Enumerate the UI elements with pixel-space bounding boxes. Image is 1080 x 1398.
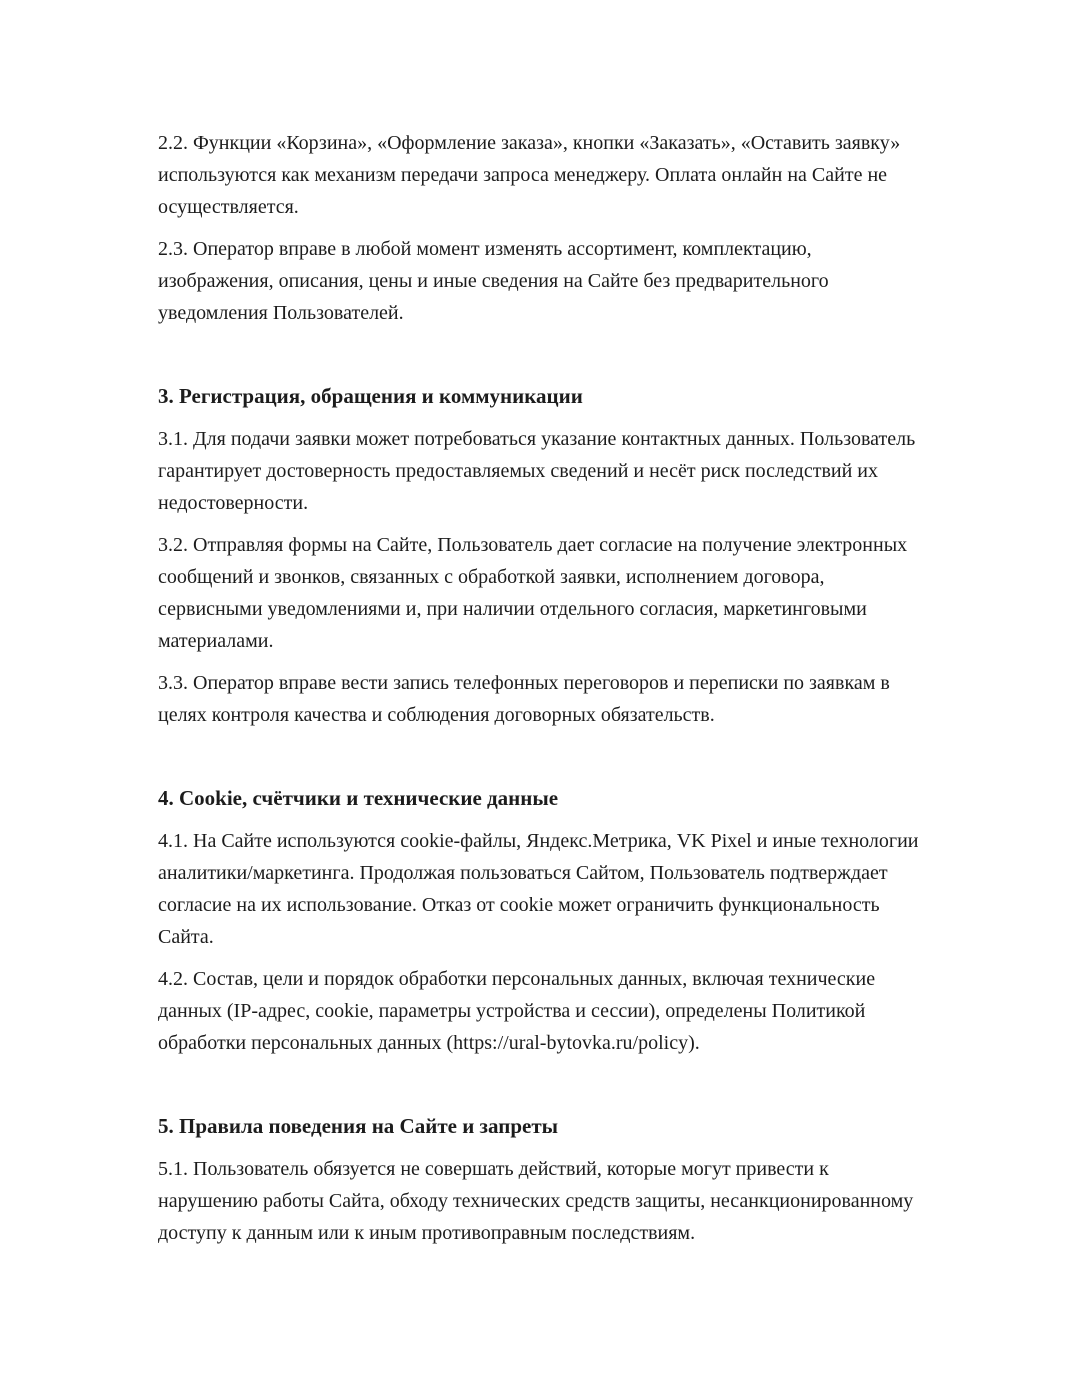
paragraph-3-1: 3.1. Для подачи заявки может потребоваться указание контактных данных. Пользователь гарантирует достоверность предоставляемых сведений и несёт риск последствий их недостоверности.	[158, 428, 916, 514]
paragraph-4-1: 4.1. На Сайте используются cookie-файлы, Яндекс.Метрика, VK Pixel и иные технологии аналитики/маркетинга. Продолжая пользоваться Сайтом, Пользователь подтверждает согласие на их использование. Отказ от cookie может ограничить функциональность Сайта.	[158, 830, 919, 948]
section-4-heading: 4. Cookie, счётчики и технические данные	[158, 786, 559, 810]
paragraph-4-2: 4.2. Состав, цели и порядок обработки персональных данных, включая технические данных (IP-адрес, cookie, параметры устройства и сессии), определены Политикой обработки персональных данных (https://ural-bytovka.ru/policy).	[158, 968, 876, 1054]
paragraph-5-1: 5.1. Пользователь обязуется не совершать действий, которые могут привести к нарушению работы Сайта, обходу технических средств защиты, несанкционированному доступу к данным или к иным противоправным последствиям.	[158, 1158, 914, 1244]
paragraph-3-2: 3.2. Отправляя формы на Сайте, Пользователь дает согласие на получение электронных сообщений и звонков, связанных с обработкой заявки, исполнением договора, сервисными уведомлениями и, при наличии отдельного согласия, маркетинговыми материалами.	[158, 534, 908, 652]
section-3-heading: 3. Регистрация, обращения и коммуникации	[158, 384, 583, 408]
paragraph-2-3: 2.3. Оператор вправе в любой момент изменять ассортимент, комплектацию, изображения, описания, цены и иные сведения на Сайте без предварительного уведомления Пользователей.	[158, 238, 829, 324]
paragraph-2-2: 2.2. Функции «Корзина», «Оформление заказа», кнопки «Заказать», «Оставить заявку» используются как механизм передачи запроса менеджеру. Оплата онлайн на Сайте не осуществляется.	[158, 132, 901, 218]
paragraph-3-3: 3.3. Оператор вправе вести запись телефонных переговоров и переписки по заявкам в целях контроля качества и соблюдения договорных обязательств.	[158, 672, 890, 726]
section-5-heading: 5. Правила поведения на Сайте и запреты	[158, 1114, 559, 1138]
